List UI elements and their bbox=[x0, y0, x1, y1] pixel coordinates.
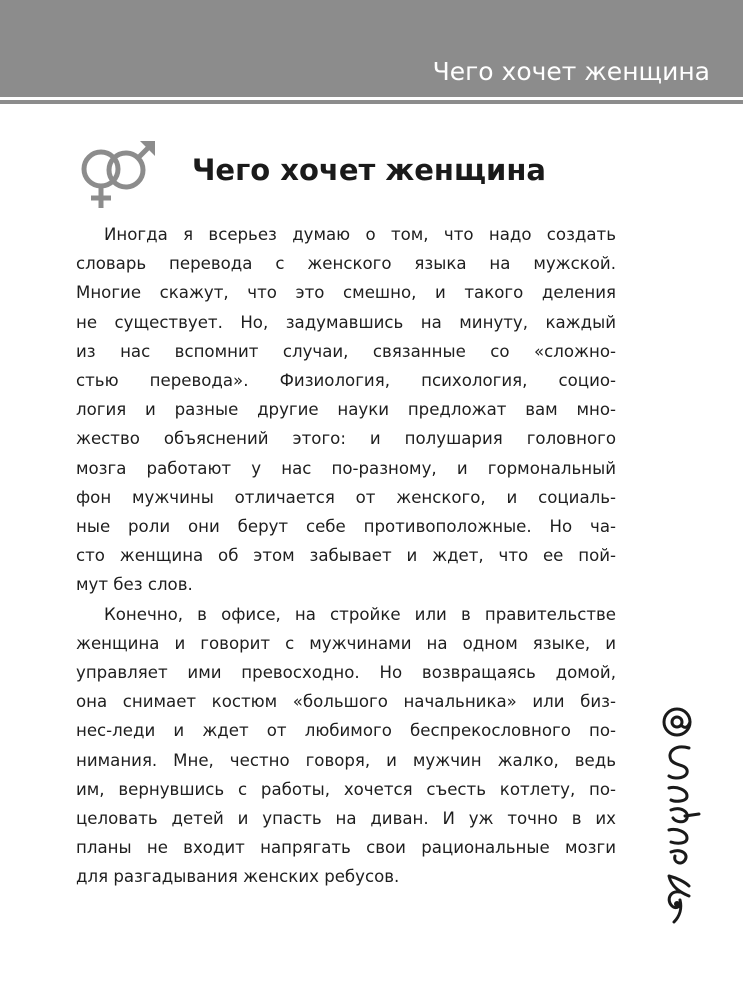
text-line: стью перевода». Физиология, психология, социо- bbox=[76, 371, 616, 391]
text-line: жество объяснений этого: и полушария головного bbox=[76, 429, 616, 449]
text-line: она снимает костюм «большого начальника» или биз- bbox=[76, 692, 616, 712]
running-title: Чего хочет женщина bbox=[432, 57, 710, 86]
text-line: нимания. Мне, честно говоря, и мужчин жалко, ведь bbox=[76, 750, 616, 770]
text-line: Конечно, в офисе, на стройке или в правительстве bbox=[104, 604, 616, 624]
gender-symbols-icon bbox=[70, 138, 166, 212]
text-line: им, вернувшись с работы, хочется съесть котлету, по- bbox=[76, 779, 616, 799]
chapter-title: Чего хочет женщина bbox=[192, 153, 546, 187]
text-line: сто женщина об этом забывает и ждет, что ее пой- bbox=[76, 546, 616, 566]
signature bbox=[615, 700, 715, 910]
page-number bbox=[662, 886, 690, 926]
paragraph-2 bbox=[76, 600, 616, 892]
body-text bbox=[76, 220, 616, 892]
text-line: нес-леди и ждет от любимого беспрекословного по- bbox=[76, 721, 616, 741]
text-line: мозга работают у нас по-разному, и гормональный bbox=[76, 458, 616, 478]
text-line: мут без слов. bbox=[76, 575, 193, 595]
text-line: не существует. Но, задумавшись на минуту, каждый bbox=[76, 312, 616, 332]
text-line: планы не входит напрягать свои рациональные мозги bbox=[76, 838, 616, 858]
paragraph-1 bbox=[76, 220, 616, 600]
text-line: целовать детей и упасть на диван. И уж точно в их bbox=[76, 809, 616, 829]
text-line: фон мужчины отличается от женского, и социаль- bbox=[76, 487, 616, 507]
header-rule bbox=[0, 100, 743, 104]
text-line: словарь перевода с женского языка на мужской. bbox=[76, 254, 616, 274]
text-line: логия и разные другие науки предложат вам мно- bbox=[76, 400, 616, 420]
text-line: управляет ими превосходно. Но возвращаясь домой, bbox=[76, 663, 616, 683]
text-line: Многие скажут, что это смешно, и такого деления bbox=[76, 283, 616, 303]
text-line: женщина и говорит с мужчинами на одном языке, и bbox=[76, 633, 616, 653]
text-line: из нас вспомнит случаи, связанные со «сложно- bbox=[76, 341, 616, 361]
text-line: ные роли они берут себе противоположные. Но ча- bbox=[76, 517, 616, 537]
text-line: Иногда я всерьез думаю о том, что надо создать bbox=[104, 225, 616, 244]
text-line: для разгадывания женских ребусов. bbox=[76, 867, 400, 887]
